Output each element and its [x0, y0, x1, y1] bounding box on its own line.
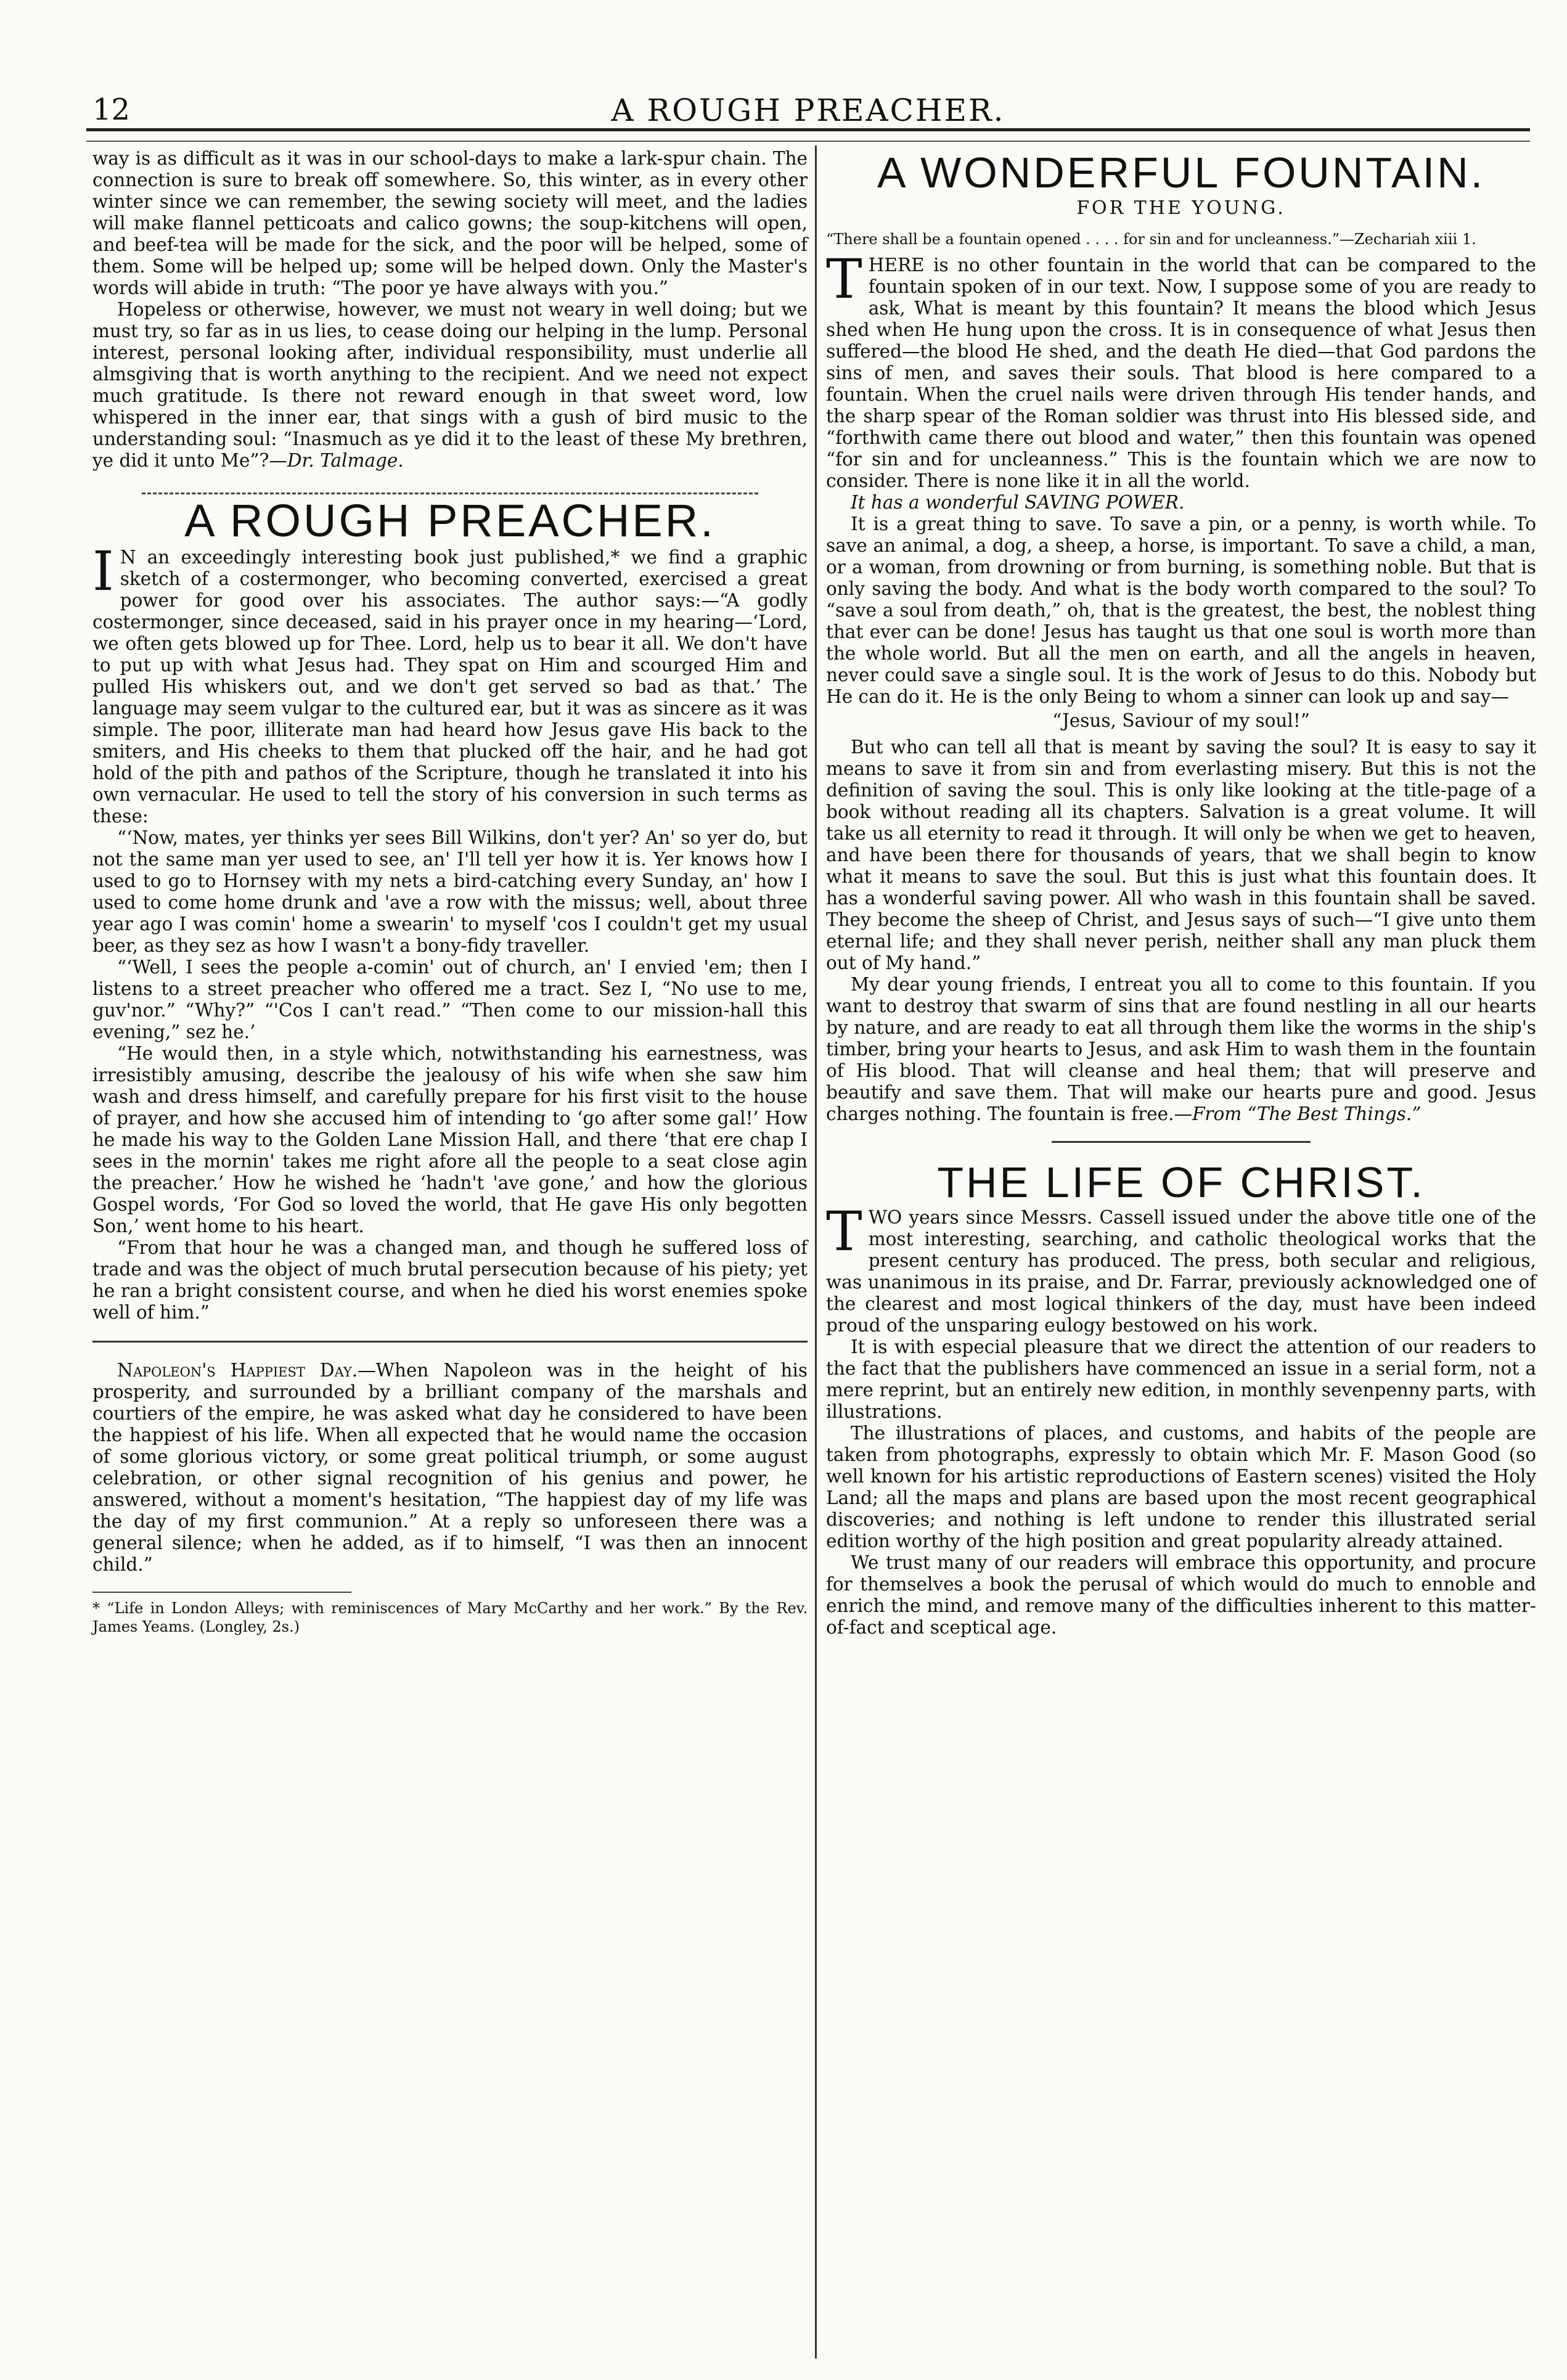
- rough-preacher-para-1-text: N an exceedingly interesting book just published,* we find a graphic sketch of a costermonger, who becoming converted, exercised a great power for good over his associates. The author says:—“A godly costermonger, since deceased, said in his prayer once in my hearing—‘Lord, we often gets blowed up for Thee. Lord, help us to bear it all. We don't have to put up with what Jesus had. They spat on Him and scourged Him and pulled His whiskers out, and we don't get served so bad as that.’ The language may seem vulgar to the cultured ear, but it was as sincere as it was simple. The poor, illiterate man had heard how Jesus gave His back to the smiters, and His cheeks to them that plucked off the hair, and he had got hold of the pith and pathos of the Scripture, though he translated it into his own vernacular. He used to tell the story of his conversion in such terms as these:: [92, 547, 808, 827]
- napoleon-text: —When Napoleon was in the height of his prosperity, and surrounded by a brilliant company of the marshals and courtiers of the empire, he was asked what day he considered to have been the happiest of his life. When all expected that he would name the occasion of some glorious victory, or some great political triumph, or some august celebration, or other signal recognition of his genius and power, he answered, without a moment's hesitation, “The happiest day of my life was the day of my first communion.” At a reply so unforeseen there was a general silence; when he added, as if to himself, “I was then an innocent child.”: [92, 1360, 808, 1575]
- rough-preacher-para-4: “He would then, in a style which, notwithstanding his earnestness, was irresistibly amusing, describe the jealousy of his wife when she saw him wash and dress himself, and carefully prepare for his first visit to the house of prayer, and how she accused him of intending to ‘go after some gal!’ How he made his way to the Golden Lane Mission Hall, and there ‘that ere chap I sees in the mornin' takes me right afore all the people to a seat close agin the preacher.’ How he wished he ‘hadn't 'ave gone,’ and how the glorious Gospel words, ‘For God so loved the world, that He gave His only begotten Son,’ went home to his heart.: [92, 1043, 808, 1237]
- paragraph-hopeless-text: Hopeless or otherwise, however, we must not weary in well doing; but we must try, so far as in us lies, to cease doing our helping in the lump. Personal interest, personal looking after, individual responsibility, must underlie all almsgiving that is worth anything to the recipient. And we need not expect much gratitude. Is there not reward enough in that sweet word, low whispered in the inner ear, that sings with a gush of bird music to the understanding soul: “Inasmuch as ye did it to the least of these My brethren, ye did it unto Me”?: [92, 299, 808, 471]
- paragraph-hopeless: [92, 299, 808, 472]
- verse-line: “Jesus, Saviour of my soul!”: [1052, 710, 1310, 731]
- column-divider: [815, 145, 817, 2358]
- fountain-para-1: [826, 247, 1536, 492]
- rough-preacher-para-2: “‘Now, mates, yer thinks yer sees Bill Wilkins, don't yer? An' so yer do, but not the same man yer used to see, an' I'll tell yer how it is. Yer knows how I used to go to Hornsey with my nets a bird-catching every Sunday, an' how I used to come home drunk and 'ave a row with the missus; well, about three year ago I was comin' home a swearin' to myself 'cos I couldn't get my usual beer, as they sez as how I wasn't a bony-fidy traveller.: [92, 827, 808, 956]
- rough-preacher-para-1: [92, 539, 808, 827]
- footnote: * “Life in London Alleys; with reminiscences of Mary McCarthy and her work.” By the Rev. James Yeams. (Longley, 2s.): [92, 1600, 808, 1635]
- dropcap-i: I: [92, 539, 114, 603]
- fountain-para-3: It is a great thing to save. To save a pin, or a penny, is worth while. To save an animal, a dog, a sheep, a horse, is important. To save a child, a man, or a woman, from drowning or from burning, is something noble. But that is only saving the body. And what is the body worth compared to the soul? To “save a soul from death,” oh, that is the greatest, the best, the noblest thing that ever can be done! Jesus has taught us that one soul is worth more than the whole world. But all the men on earth, and all the angels in heaven, never could save a single soul. It is the work of Jesus to do this. Nobody but He can do it. He is the only Being to whom a sinner can look up and say—: [826, 513, 1536, 707]
- napoleon-paragraph: [92, 1360, 808, 1576]
- life-para-4: We trust many of our readers will embrace this opportunity, and procure for themselves a book the perusal of which would do much to ennoble and enrich the mind, and remove many of the difficulties inherent to this matter-of-fact and sceptical age.: [826, 1552, 1536, 1638]
- life-para-1-text: WO years since Messrs. Cassell issued under the above title one of the most interesting, searching, and catholic theological works that the present century has produced. The press, both secular and religious, was unanimous in its praise, and Dr. Farrar, previously acknowledged one of the clearest and most logical thinkers of the day, must have been indeed proud of the unsparing eulogy bestowed on his work.: [826, 1207, 1536, 1336]
- section-separator: [92, 1341, 808, 1343]
- life-of-christ-title: THE LIFE OF CHRIST.: [937, 1158, 1425, 1206]
- life-para-3: The illustrations of places, and customs, and habits of the people are taken from photographs, expressly to obtain which Mr. F. Mason Good (so well known for his artistic reproductions of Eastern scenes) visited the Holy Land; all the maps and plans are based upon the most recent geographical discoveries; and nothing is left undone to render this illustrated serial edition worthy of the high position and great popularity already attained.: [826, 1423, 1536, 1552]
- fountain-para-2-text: It has a wonderful SAVING POWER.: [851, 492, 1185, 513]
- fountain-attribution: —From “The Best Things.”: [1174, 1103, 1422, 1124]
- fountain-title: A WONDERFUL FOUNTAIN.: [877, 149, 1486, 197]
- fountain-para-5-text: My dear young friends, I entreat you all to come to this fountain. If you want to destroy that swarm of sins that are found nestling in all our hearts by nature, and are ready to eat all through them like the worms in the ship's timber, bring your hearts to Jesus, and ask Him to wash them in the fountain of His blood. That will cleanse and heal them; that will preserve and beautify and save them. That will make our hearts pure and good. Jesus charges nothing. The fountain is free.: [826, 974, 1536, 1124]
- life-para-2: It is with especial pleasure that we direct the attention of our readers to the fact that the publishers have commenced an issue in a serial form, not a mere reprint, but an entirely new edition, in monthly sevenpenny parts, with illustrations.: [826, 1336, 1536, 1422]
- fountain-para-2: [826, 492, 1536, 513]
- left-column: [92, 148, 808, 1636]
- fountain-para-1-text: HERE is no other fountain in the world that can be compared to the fountain spoken of in our text. Now, I suppose some of you are ready to ask, What is meant by this fountain? It means the blood which Jesus shed when He hung upon the cross. It is in consequence of what Jesus then suffered—the blood He shed, and the death He died—that God pardons the sins of men, and saves their souls. That blood is here compared to a fountain. When the cruel nails were driven through His tender hands, and the sharp spear of the Roman soldier was thrust into His blessed side, and “forthwith came there out blood and water,” then this fountain was opened “for sin and for uncleanness.” This is the fountain which we are now to consider. There is none like it in all the world.: [826, 255, 1536, 491]
- right-column: [826, 148, 1536, 1638]
- rough-preacher-para-5: “From that hour he was a changed man, and though he suffered loss of trade and was the object of much brutal persecution because of his piety; yet he ran a bright consistent course, and when he died his worst enemies spoke well of him.”: [92, 1237, 808, 1323]
- dropcap-t2: T: [826, 1200, 862, 1263]
- continued-paragraph: way is as difficult as it was in our school-days to make a lark-spur chain. The connection is sure to break off somewhere. So, this winter, as in every other winter since we can remember, the sewing society will meet, and the ladies will make flannel petticoats and calico gowns; the soup-kitchens will open, and beef-tea will be made for the sick, and the poor will be helped, some of them. Some will be helped up; some will be helped down. Only the Master's words will abide in truth: “The poor ye have always with you.”: [92, 148, 808, 298]
- fountain-para-5: [826, 974, 1536, 1125]
- section-separator: [1052, 1141, 1311, 1143]
- page-number: 12: [92, 92, 131, 127]
- dropcap-t: T: [826, 247, 862, 311]
- napoleon-lead: Napoleon's Happiest Day.: [117, 1360, 358, 1381]
- running-title: A ROUGH PREACHER.: [611, 92, 1005, 128]
- fountain-epigraph: “There shall be a fountain opened . . . . for sin and for uncleanness.”—Zechariah xiii 1.: [826, 231, 1476, 248]
- header-rule: [86, 128, 1530, 131]
- rough-preacher-title: A ROUGH PREACHER.: [184, 495, 716, 546]
- life-para-1: [826, 1200, 1536, 1336]
- talmage-attribution: —Dr. Talmage.: [269, 450, 404, 471]
- fountain-para-4: But who can tell all that is meant by saving the soul? It is easy to say it means to save it from sin and from everlasting misery. But this is not the definition of saving the soul. This is only like looking at the title-page of a book without reading all its chapters. Salvation is a great volume. It will take us all eternity to read it through. It will only be when we get to heaven, and have been there for thousands of years, that we shall begin to know what it means to save the soul. But this is just what this fountain does. It has a wonderful saving power. All who wash in this fountain shall be saved. They become the sheep of Christ, and Jesus says of such—“I give unto them eternal life; and they shall never perish, neither shall any man pluck them out of My hand.”: [826, 737, 1536, 973]
- rough-preacher-para-3: “‘Well, I sees the people a-comin' out of church, an' I envied 'em; then I listens to a street preacher who offered me a tract. Sez I, “No use to me, guv'nor.” “Why?” “'Cos I can't read.” “Then come to our mission-hall this evening,” sez he.’: [92, 957, 808, 1042]
- footnote-rule: [92, 1592, 351, 1593]
- header-rule-thin: [86, 141, 1530, 142]
- fountain-subtitle: FOR THE YOUNG.: [1076, 197, 1286, 219]
